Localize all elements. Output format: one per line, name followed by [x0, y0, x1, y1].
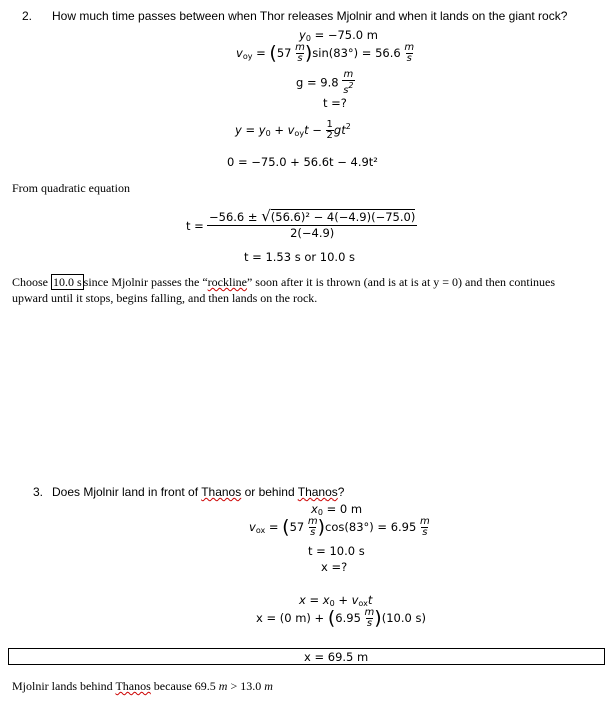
- q3-text: Does Mjolnir land in front of Thanos or behind Thanos?: [52, 485, 345, 499]
- q2-quadratic-formula: −56.6 ± √(56.6)² − 4(−4.9)(−75.0) 2(−4.9): [209, 207, 416, 240]
- q2-choose-line-2: upward until it stops, begins falling, and then lands on the rock.: [12, 291, 318, 305]
- q3-vox-line: $v_{ox} = (57$ $\frac{m}{s}$ )cos(83°) = 6.95 $\frac{m}{s}$: [249, 516, 430, 538]
- q2-substituted-equation: 0 = −75.0 + 56.6t − 4.9t²: [227, 155, 378, 169]
- q3-answer-box: [8, 648, 605, 665]
- y0-value: = −75.0 m: [314, 28, 378, 42]
- q3-number: 3.: [33, 485, 44, 499]
- q3-answer: x = 69.5 m: [304, 650, 369, 664]
- q2-text: How much time passes between when Thor releases Mjolnir and when it lands on the giant rock?: [52, 9, 568, 23]
- q3-x-line: x =?: [321, 560, 348, 574]
- q2-quadratic-lhs: t =: [186, 219, 204, 233]
- q2-y0-line: $y_0 = -75.0$ m: [299, 28, 378, 43]
- q2-choose-line-1: Choose 10.0 s since Mjolnir passes the “rockline” soon after it is thrown (and is at is at y = 0) and then continues: [12, 275, 556, 289]
- q2-result: t = 1.53 s or 10.0 s: [244, 250, 356, 264]
- q3-substituted-equation: x = (0 m) + (6.95 $\frac{m}{s}$ )(10.0 s): [256, 607, 426, 629]
- q3-t-line: t = 10.0 s: [308, 544, 365, 558]
- q2-voy-line: $v_{oy} = (57$ $\frac{m}{s}$ )sin(83°) = 56.6 $\frac{m}{s}$: [236, 42, 415, 64]
- q2-chosen-time-box: 10.0 s: [53, 275, 82, 289]
- q2-number: 2.: [22, 9, 33, 23]
- q3-kinematic-equation: $x = x_0 + v_{ox}t$: [299, 593, 373, 608]
- q2-quadratic-label: From quadratic equation: [12, 181, 130, 195]
- q3-x0-line: $x_0 = 0$ m: [311, 502, 363, 517]
- q3-conclusion: Mjolnir lands behind Thanos because 69.5 m > 13.0 m: [12, 679, 273, 693]
- q2-t-line: t =?: [323, 96, 347, 110]
- q2-kinematic-equation: $y = y_0 + v_{oy}t$ − $\frac{1}{2}$ $gt^2$: [235, 119, 351, 141]
- q2-g-line: g = 9.8 $\frac{m}{s^2}$: [296, 69, 354, 96]
